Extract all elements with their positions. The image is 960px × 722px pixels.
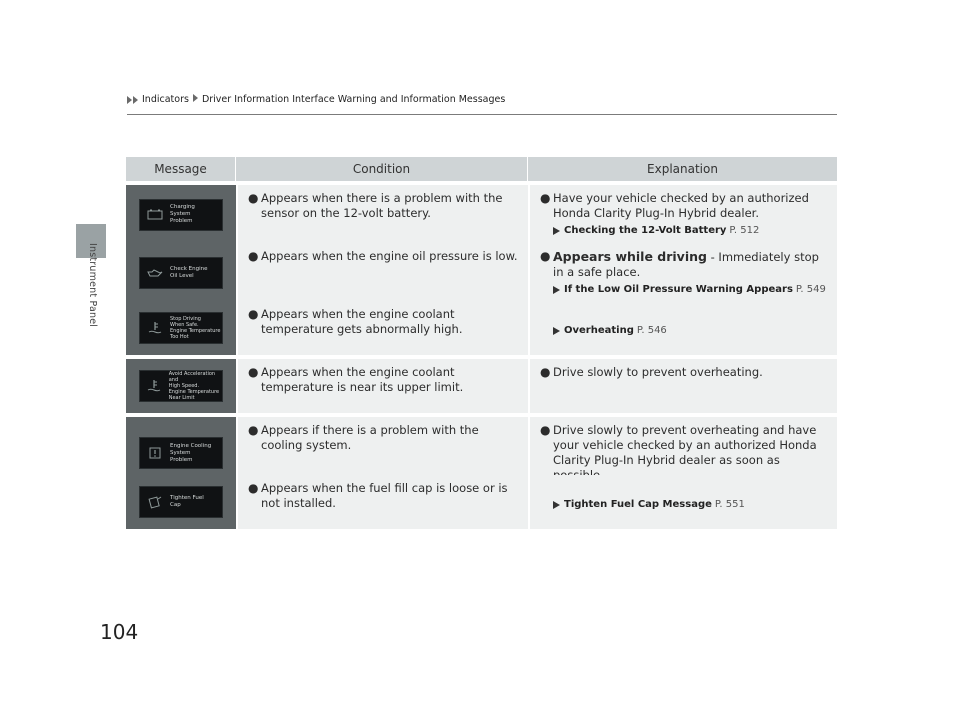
table-header [126, 157, 837, 181]
explanation-cell [528, 185, 837, 244]
screen-message: Tighten Fuel Cap [170, 495, 204, 508]
bullet-icon: ● [540, 423, 551, 437]
explanation-text: Drive slowly to prevent overheating and have your vehicle checked by an authorized Honda Clarity Plug-In Hybrid dealer as soon as [553, 423, 817, 467]
screen-message: Check Engine Oil Level [170, 266, 208, 279]
header-condition: Condition [236, 157, 528, 181]
reference-arrow-icon [553, 501, 561, 509]
header-message: Message [126, 157, 236, 181]
bullet-icon: ● [540, 365, 551, 379]
battery-icon [146, 208, 164, 222]
table-row [126, 359, 837, 413]
page-number: 104 [100, 620, 139, 644]
bullet-icon: ● [248, 191, 259, 205]
header-explanation: Explanation [528, 157, 837, 181]
condition-cell [236, 301, 528, 355]
explanation-emphasis: Appears while driving [553, 249, 707, 264]
fuel-cap-icon [146, 495, 164, 509]
display-screen [139, 370, 223, 402]
display-screen [139, 257, 223, 289]
cooling-warning-icon [146, 446, 164, 460]
bullet-icon: ● [248, 365, 259, 379]
display-screen [139, 486, 223, 518]
explanation-cell [528, 301, 837, 355]
coolant-temp-icon [146, 379, 163, 393]
table-row [126, 243, 837, 297]
oil-can-icon [146, 266, 164, 280]
page-reference-link[interactable]: Checking the 12-Volt Battery P. 512 [540, 223, 829, 238]
screen-message: Charging System Problem [170, 204, 195, 224]
reference-arrow-icon [553, 327, 561, 335]
table-row [126, 301, 837, 355]
condition-text: Appears when the fuel fill cap is loose or is not installed. [261, 481, 508, 510]
header-rule [127, 114, 837, 115]
breadcrumb-section[interactable]: Indicators [142, 94, 189, 105]
explanation-text: Drive slowly to prevent overheating. [553, 365, 763, 379]
message-cell [126, 475, 236, 529]
screen-message: Engine Cooling System Problem [170, 442, 212, 463]
page-reference-link[interactable]: If the Low Oil Pressure Warning Appears P. 549 [540, 282, 829, 297]
breadcrumb [127, 94, 505, 105]
condition-cell [236, 185, 528, 244]
message-cell [126, 359, 236, 413]
table-row [126, 417, 837, 471]
bullet-icon: ● [248, 249, 259, 263]
side-section-label: Instrument Panel [87, 243, 98, 328]
display-screen [139, 312, 223, 344]
bullet-icon: ● [540, 249, 551, 263]
breadcrumb-arrow-icon [127, 96, 138, 104]
condition-text: Appears when there is a problem with the sensor on the 12-volt battery. [261, 191, 503, 220]
explanation-cell [528, 243, 837, 303]
condition-text: Appears when the engine oil pressure is low. [261, 249, 518, 263]
bullet-icon: ● [540, 191, 551, 205]
coolant-temp-icon [146, 321, 164, 335]
display-screen [139, 199, 223, 231]
reference-arrow-icon [553, 286, 561, 294]
condition-cell [236, 243, 528, 303]
explanation-text: Have your vehicle checked by an authorized Honda Clarity Plug-In Hybrid dealer. [553, 191, 809, 220]
message-cell [126, 301, 236, 355]
explanation-text: - Immediately stop in a safe place. [553, 250, 819, 279]
display-screen [139, 437, 223, 469]
table-row [126, 475, 837, 529]
bullet-icon: ● [248, 423, 259, 437]
condition-text: Appears when the engine coolant temperature gets abnormally high. [261, 307, 463, 336]
explanation-cell [528, 359, 837, 413]
messages-table [126, 157, 837, 529]
page-reference-link[interactable]: Tighten Fuel Cap Message P. 551 [540, 483, 829, 512]
bullet-icon: ● [248, 481, 259, 495]
breadcrumb-page: Driver Information Interface Warning and Information Messages [201, 94, 506, 105]
condition-text: Appears when the engine coolant temperature is near its upper limit. [261, 365, 464, 394]
screen-message: Stop Driving When Safe. Engine Temperature Too Hot [170, 316, 221, 340]
table-row [126, 185, 837, 239]
breadcrumb-arrow-icon [193, 94, 198, 105]
message-cell [126, 185, 236, 244]
condition-cell [236, 359, 528, 413]
bullet-icon: ● [248, 307, 259, 321]
condition-text: Appears if there is a problem with the cooling system. [261, 423, 479, 452]
message-cell [126, 243, 236, 303]
reference-arrow-icon [553, 227, 561, 235]
explanation-cell [528, 475, 837, 529]
condition-cell [236, 475, 528, 529]
page-reference-link[interactable]: Overheating P. 546 [540, 309, 829, 338]
screen-message: Avoid Acceleration and High Speed. Engine Temperature Near Limit [168, 371, 220, 401]
